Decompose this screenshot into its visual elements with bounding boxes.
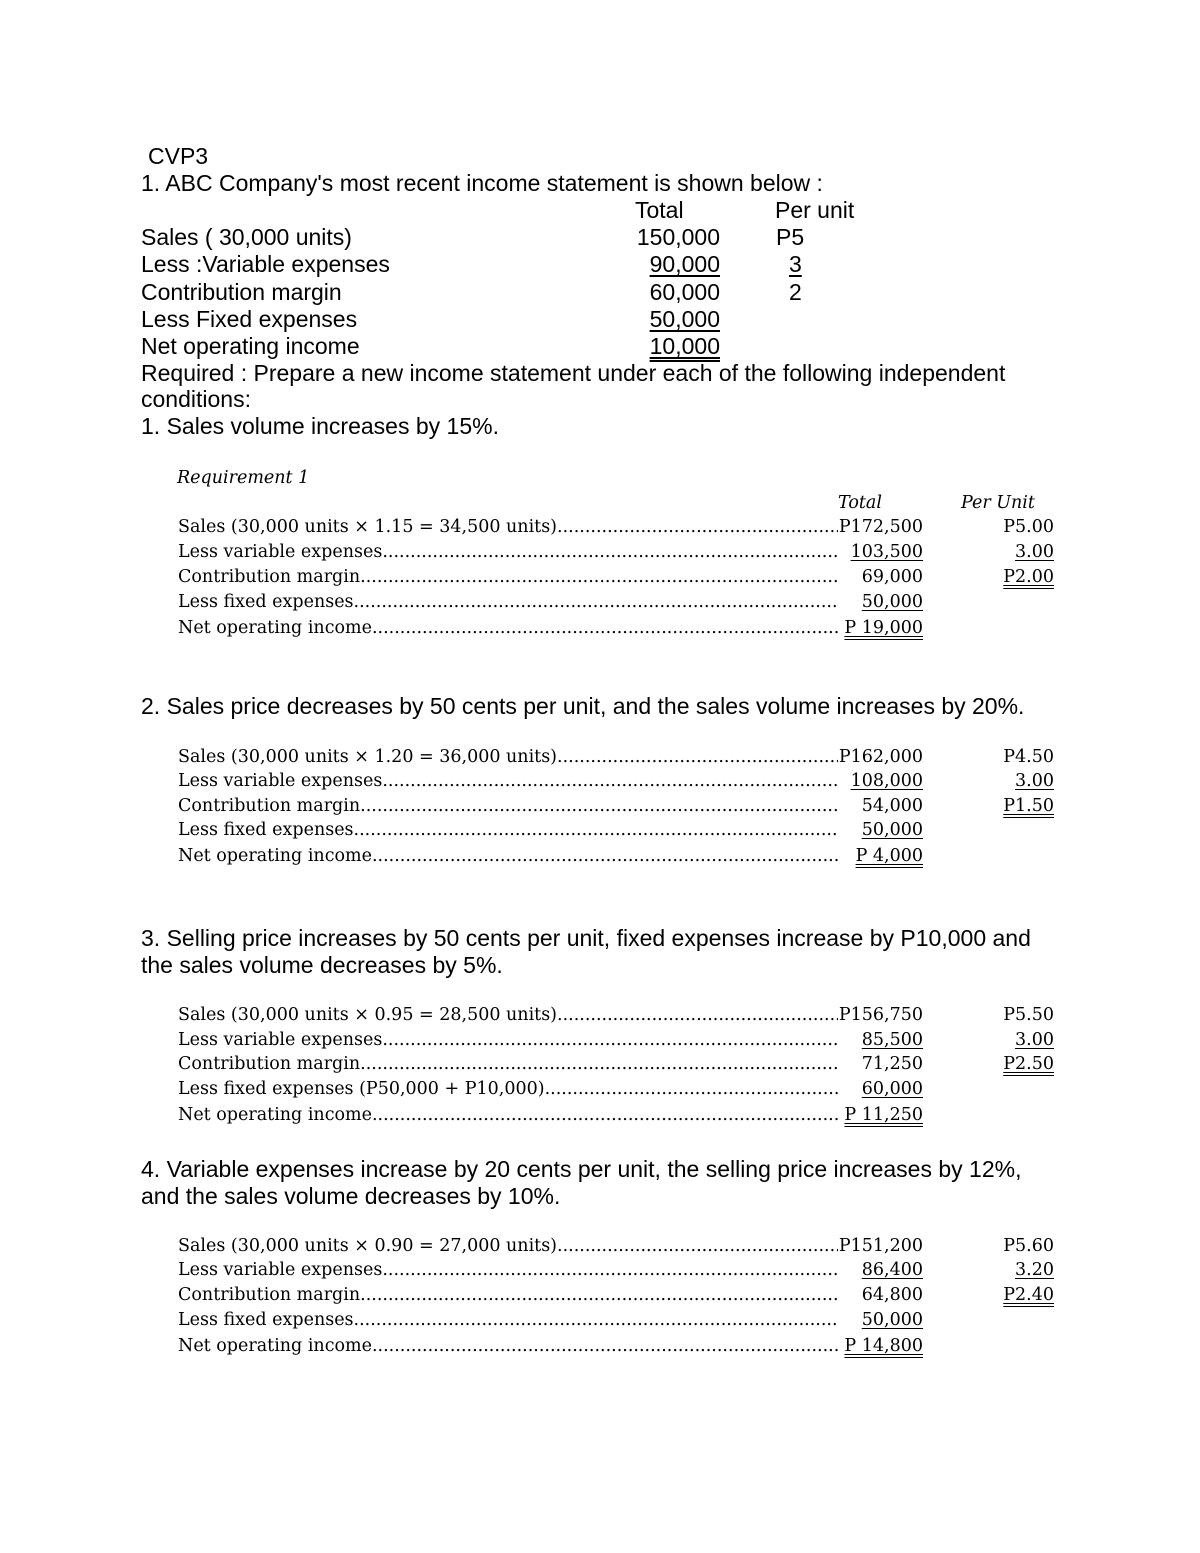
row-per-unit: P2.40 [1003,1285,1054,1305]
row-total: P 14,800 [838,1336,923,1356]
statement-row-total: 150,000 [636,224,720,250]
row-total: 103,500 [838,542,923,562]
condition-3-cont: the sales volume decreases by 5%. [141,952,503,978]
row-total: 108,000 [838,771,923,791]
row-label: Sales (30,000 units × 0.95 = 28,500 units) ..... [178,1005,838,1025]
req4-statement [178,1236,1078,1366]
row-per-unit: 3.20 [1015,1260,1054,1280]
row-per-unit: 3.00 [1015,1030,1054,1050]
row-label: Sales (30,000 units × 1.15 = 34,500 units) ..... [178,517,838,537]
row-label: Contribution margin ..... [178,1285,838,1305]
row-total: 50,000 [838,592,923,612]
row-label: Sales (30,000 units × 1.20 = 36,000 units) ..... [178,747,838,767]
row-total: P 11,250 [838,1105,923,1125]
statement-row-per-unit: 3 [789,251,802,277]
statement-row-total: 10,000 [649,333,720,359]
row-total: P172,500 [838,517,923,537]
condition-2: 2. Sales price decreases by 50 cents per unit, and the sales volume increases by 20%. [141,693,1025,719]
col-header-total: Total [635,197,684,223]
row-label: Sales (30,000 units × 0.90 = 27,000 units) ..... [178,1236,838,1256]
row-per-unit: P5.60 [1003,1236,1054,1256]
page-title: CVP3 [148,143,209,169]
row-label: Less variable expenses ..... [178,1030,838,1050]
row-label: Less variable expenses ..... [178,771,838,791]
row-per-unit: P4.50 [1003,747,1054,767]
problem-intro: 1. ABC Company's most recent income statement is shown below : [141,170,823,196]
statement-row-label: Net operating income [141,333,360,359]
row-label: Net operating income ..... [178,1336,838,1356]
row-total: P 4,000 [838,846,923,866]
row-total: 71,250 [838,1054,923,1074]
row-total: 86,400 [838,1260,923,1280]
statement-row-total: 50,000 [649,306,720,332]
row-label: Less fixed expenses (P50,000 + P10,000) ..... [178,1079,838,1099]
required-line: Required : Prepare a new income statement under each of the following independent [141,360,1006,386]
statement-row-total: 60,000 [649,279,720,305]
row-total: 64,800 [838,1285,923,1305]
row-total: 60,000 [838,1079,923,1099]
row-total: 69,000 [838,567,923,587]
col-header-per-unit: Per unit [775,197,855,223]
row-total: P 19,000 [838,618,923,638]
row-total: P156,750 [838,1005,923,1025]
row-total: P151,200 [838,1236,923,1256]
row-per-unit: 3.00 [1015,542,1054,562]
row-label: Contribution margin ..... [178,796,838,816]
condition-4: 4. Variable expenses increase by 20 cents per unit, the selling price increases by 12%, [141,1156,1022,1182]
row-label: Less variable expenses ..... [178,542,838,562]
row-label: Less fixed expenses ..... [178,820,838,840]
row-per-unit: P1.50 [1003,796,1054,816]
row-total: 54,000 [838,796,923,816]
req1-statement [178,517,1078,647]
row-label: Net operating income ..... [178,846,838,866]
row-label: Less fixed expenses ..... [178,592,838,612]
row-label: Less fixed expenses ..... [178,1310,838,1330]
row-total: 85,500 [838,1030,923,1050]
statement-row-total: 90,000 [649,251,720,277]
col-header-total: Total [838,493,882,513]
col-header-per-unit: Per Unit [961,493,1035,513]
required-line: conditions: [141,386,251,412]
row-per-unit: 3.00 [1015,771,1054,791]
row-label: Contribution margin ..... [178,567,838,587]
req3-statement [178,1005,1078,1135]
condition-1: 1. Sales volume increases by 15%. [141,413,499,439]
row-per-unit: P5.00 [1003,517,1054,537]
row-total: P162,000 [838,747,923,767]
row-per-unit: P2.00 [1003,567,1054,587]
statement-row-label: Contribution margin [141,279,342,305]
condition-3: 3. Selling price increases by 50 cents per unit, fixed expenses increase by P10,000 and [141,925,1031,951]
statement-row-label: Less :Variable expenses [141,251,390,277]
condition-4-cont: and the sales volume decreases by 10%. [141,1183,561,1209]
row-total: 50,000 [838,820,923,840]
row-label: Net operating income ..... [178,618,838,638]
row-label: Contribution margin ..... [178,1054,838,1074]
statement-row-label: Sales ( 30,000 units) [141,224,352,250]
row-per-unit: P2.50 [1003,1054,1054,1074]
statement-row-per-unit: 2 [789,279,802,305]
statement-row-label: Less Fixed expenses [141,306,358,332]
row-label: Less variable expenses ..... [178,1260,838,1280]
row-total: 50,000 [838,1310,923,1330]
statement-row-per-unit: P5 [776,224,805,250]
row-label: Net operating income ..... [178,1105,838,1125]
row-per-unit: P5.50 [1003,1005,1054,1025]
req2-statement [178,747,1078,877]
requirement-heading: Requirement 1 [177,468,310,488]
